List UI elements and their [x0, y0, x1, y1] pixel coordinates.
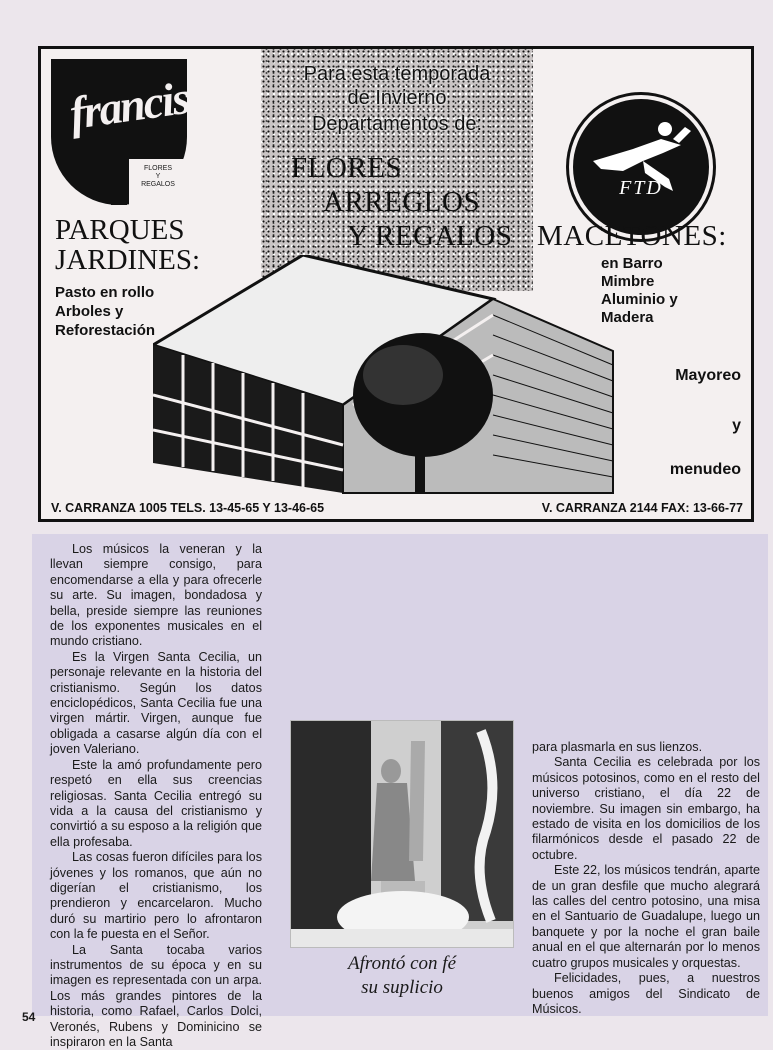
left-services [55, 283, 155, 340]
advertisement [38, 46, 754, 522]
paragraph-8: Felicidades, pues, a nuestros buenos amigos del Sindicato de Músicos. [532, 971, 760, 1016]
parques-title: PARQUES [55, 214, 185, 246]
menudeo-label: menudeo [669, 461, 741, 478]
logo-tagline [129, 159, 187, 205]
mayoreo-label: Mayoreo [675, 367, 741, 384]
address-right: V. CARRANZA 2144 FAX: 13-66-77 [541, 501, 743, 515]
photo-caption [290, 952, 514, 1000]
ftd-badge [569, 95, 713, 239]
left-item-1: Pasto en rollo [55, 284, 155, 301]
greenhouse-building-illustration [153, 255, 623, 495]
logo-tagline-3: REGALOS [141, 181, 175, 188]
ad-header-line-2: de Invierno [347, 87, 447, 109]
right-item-4: Madera [601, 309, 654, 326]
ad-header-line-3: Departamentos de: [311, 113, 483, 135]
paragraph-2: Es la Virgen Santa Cecilia, un personaje relevante en la historia del cristianismo. Según los datos enciclopédicos, Santa Cecilia fue una virgen mártir. Virgen, aunque fue obligada a casarse algún día con el joven Valeriano. [50, 649, 262, 757]
ad-arreglos: ARREGLOS [323, 186, 481, 218]
ad-flores: FLORES [291, 152, 402, 184]
right-item-3: Aluminio y [601, 291, 678, 308]
paragraph-continued: para plasmarla en sus lienzos. [532, 740, 703, 754]
left-item-3: Reforestación [55, 322, 156, 339]
ad-header-line-1: Para esta temporada [303, 63, 491, 85]
ad-regalos: Y REGALOS [347, 220, 513, 252]
statue-photo-icon [291, 721, 513, 947]
right-item-1: en Barro [601, 255, 663, 272]
jardines-title: JARDINES: [55, 244, 201, 276]
caption-line-1: Afrontó con fé [348, 953, 456, 974]
caption-line-2: su suplicio [361, 977, 443, 998]
mercury-figure-icon [573, 99, 709, 235]
paragraph-7: Este 22, los músicos tendrán, aparte de un gran desfile que mucho alegrará las calles del centro potosino, una misa en el Santuario de Guadalupe, luego un banquete y por la noche el gran baile anual en el que alternarán por lo menos cuatro grupos musicales y orquestas. [532, 863, 760, 970]
paragraph-6: Santa Cecilia es celebrada por los músicos potosinos, como en el resto del universo cristiano, el día 22 de noviembre. Su imagen sin embargo, ha estado de visita en los domicilios de los filarmónicos desde el pasado 22 de octubre. [532, 755, 760, 862]
paragraph-3: Este la amó profundamente pero respetó en ella sus creencias religiosas. Santa Cecilia entregó su vida a la causa del cristianismo y convirtió a su esposo a la religión que ella profesaba. [50, 757, 262, 849]
logo-brand: francis [66, 71, 192, 140]
right-item-2: Mimbre [601, 273, 655, 290]
paragraph-4: Las cosas fueron difíciles para los jóvenes y los romanos, que aún no digerían el cristianismo, los prendieron y encarcelaron. Mucho duró su martirio pero lo afrontaron con la fe puesta en el Señor. [50, 850, 262, 942]
address-left: V. CARRANZA 1005 TELS. 13-45-65 Y 13-46-65 [51, 501, 325, 515]
article-column-1 [50, 542, 262, 1050]
francis-logo [51, 59, 192, 205]
macetones-title: MACETONES: [537, 220, 727, 252]
ftd-text: FTD [619, 177, 663, 199]
paragraph-1: Los músicos la veneran y la llevan siempre consigo, para encomendarse a ella y para ofrecerle su arte. Su imagen, bondadosa y bella, preside siempre las reuniones de los exponentes musicales en el mundo cristiano. [50, 542, 262, 649]
y-label: y [732, 417, 741, 434]
logo-tagline-1: FLORES [143, 165, 172, 172]
paragraph-5: La Santa tocaba varios instrumentos de su época y en su imagen es representada con un arpa. Los más grandes pintores de la historia, como Rafael, Carlos Dolci, Veronés, Rubens y Dominicino se inspiraron en la Santa [50, 942, 262, 1049]
article-column-2 [532, 740, 760, 1017]
left-item-2: Arboles y [55, 303, 124, 320]
saint-cecilia-photo [290, 720, 514, 948]
page-number: 54 [22, 1010, 36, 1024]
logo-tagline-2: Y [155, 173, 161, 180]
